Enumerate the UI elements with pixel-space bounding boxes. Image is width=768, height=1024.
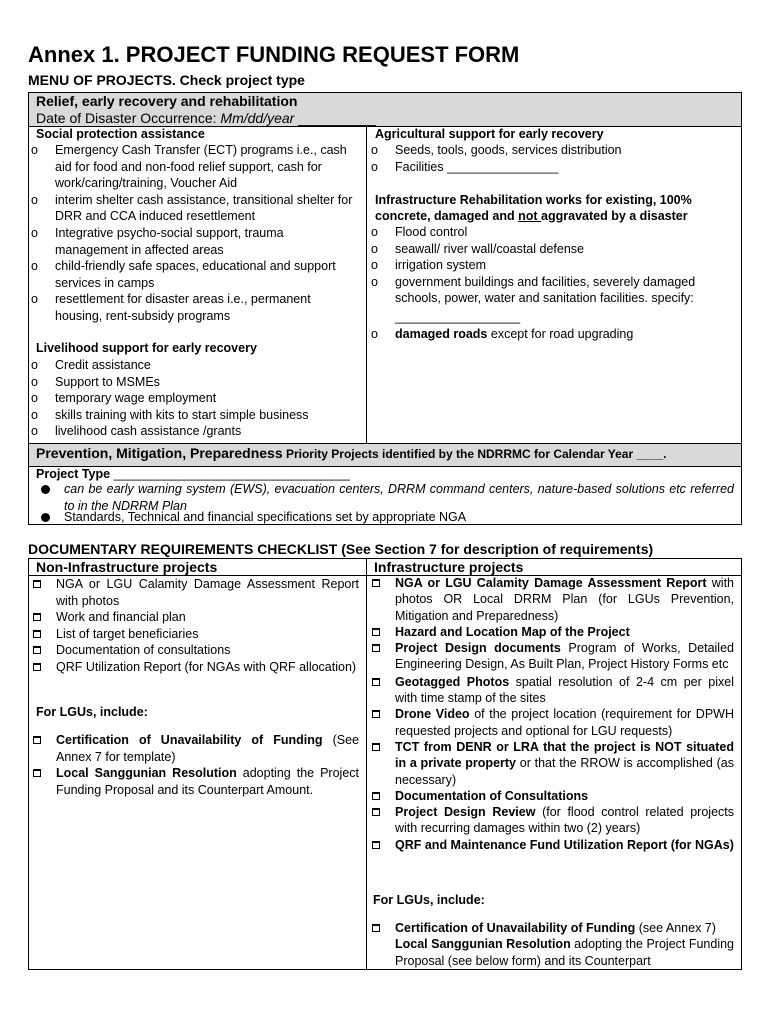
list-marker: o: [371, 274, 378, 289]
prevention-heading-small: Priority Projects identified by the NDRRMC for Calendar Year ____.: [282, 447, 667, 461]
disaster-date-blank: __________: [294, 110, 377, 126]
list-item[interactable]: o resettlement for disaster areas i.e., permanent housing, rent-subsidy programs: [31, 292, 311, 323]
list-item[interactable]: o Seeds, tools, goods, services distribution: [371, 143, 622, 157]
livelihood-list: [29, 357, 359, 440]
checkbox-icon[interactable]: [372, 841, 380, 849]
checkbox-icon[interactable]: [33, 736, 41, 744]
list-item[interactable]: o damaged roads except for road upgrading: [371, 327, 634, 341]
checklist-item[interactable]: QRF Utilization Report (for NGAs with QRF allocation): [30, 659, 359, 676]
list-marker: o: [31, 292, 38, 307]
checkbox-icon[interactable]: [372, 678, 380, 686]
checklist-item[interactable]: Certification of Unavailability of Funding (See Annex 7 for template): [30, 732, 359, 765]
checklist-item[interactable]: NGA or LGU Calamity Damage Assessment Report with photos: [30, 576, 359, 609]
checkbox-icon[interactable]: [33, 580, 41, 588]
checkbox-icon[interactable]: [372, 924, 380, 932]
project-type-blank[interactable]: __________________________________: [110, 467, 350, 481]
non-infra-lgu-label: For LGUs, include:: [36, 705, 148, 719]
list-item[interactable]: o skills training with kits to start simple business: [31, 407, 309, 422]
checklist-item[interactable]: Work and financial plan: [30, 609, 359, 626]
menu-subtitle: MENU OF PROJECTS. Check project type: [28, 72, 305, 88]
infra-rehab-list: [369, 224, 709, 307]
list-marker: o: [31, 259, 38, 274]
checklist-item[interactable]: Drone Video of the project location (requirement for DPWH requested projects and optional for LGU requests): [369, 706, 734, 739]
checkbox-icon[interactable]: [372, 710, 380, 718]
checkbox-icon[interactable]: [372, 743, 380, 751]
disaster-date-label: Date of Disaster Occurrence:: [36, 110, 221, 126]
checklist-item[interactable]: TCT from DENR or LRA that the project is NOT situated in a private property or that the RROW is accomplished (as necessary): [369, 739, 734, 788]
disaster-date-value: Mm/dd/year: [220, 110, 295, 126]
social-protection-title: Social protection assistance: [36, 127, 205, 141]
agri-support-list: [369, 142, 735, 175]
social-protection-list: [29, 142, 359, 325]
infra-heading: Infrastructure projects: [374, 559, 524, 575]
infra-rehab-title-line2: concrete, damaged and not aggravated by a disaster: [375, 209, 688, 223]
checkbox-icon[interactable]: [33, 613, 41, 621]
checklist-item[interactable]: List of target beneficiaries: [30, 626, 359, 643]
disaster-date-line: [36, 110, 376, 127]
checklist-item[interactable]: Hazard and Location Map of the Project: [369, 624, 734, 640]
checkbox-icon[interactable]: [372, 628, 380, 636]
relief-heading: Relief, early recovery and rehabilitation: [36, 93, 298, 109]
infra-rehab-title-line1: Infrastructure Rehabilitation works for existing, 100%: [375, 193, 692, 207]
list-marker: o: [371, 241, 378, 256]
non-infra-lgu-checklist: [30, 732, 359, 798]
list-marker: o: [371, 143, 378, 157]
infra-lgu-checklist: [369, 920, 734, 969]
list-item[interactable]: o temporary wage employment: [31, 391, 217, 406]
list-marker: o: [31, 358, 38, 372]
list-item[interactable]: o irrigation system: [371, 258, 486, 273]
checklist-item[interactable]: NGA or LGU Calamity Damage Assessment Report with photos OR Local DRRM Plan (for LGUs Prevention, Mitigation and Preparedness): [369, 575, 734, 624]
checkbox-icon[interactable]: [372, 579, 380, 587]
bullet-dot-icon: [41, 513, 50, 522]
list-item[interactable]: o child-friendly safe spaces, educational and support services in camps: [31, 259, 336, 290]
list-item[interactable]: o Support to MSMEs: [31, 374, 160, 389]
list-marker: o: [371, 258, 378, 273]
checklist-item[interactable]: Geotagged Photos spatial resolution of 2-4 cm per pixel with time stamp of the sites: [369, 674, 734, 707]
checkbox-icon[interactable]: [33, 769, 41, 777]
list-item[interactable]: o seawall/ river wall/coastal defense: [371, 241, 584, 256]
list-item[interactable]: o government buildings and facilities, severely damaged schools, power, water and sanitation facilities. specify:: [371, 274, 696, 306]
list-item[interactable]: o Credit assistance: [31, 358, 151, 372]
list-item[interactable]: o Flood control: [371, 225, 468, 239]
checklist-column-divider: [366, 558, 367, 970]
checkbox-icon[interactable]: [372, 644, 380, 652]
checklist-item[interactable]: Project Design documents Program of Works, Detailed Engineering Design, As Built Plan, Project History Forms etc: [369, 640, 734, 673]
list-marker: o: [31, 391, 38, 406]
list-marker: o: [371, 327, 378, 341]
checklist-item[interactable]: Documentation of consultations: [30, 642, 359, 659]
checkbox-icon[interactable]: [372, 792, 380, 800]
relief-column-divider: [366, 126, 367, 444]
prevention-heading: Prevention, Mitigation, Preparedness: [36, 445, 283, 461]
checklist-item[interactable]: Certification of Unavailability of Funding (see Annex 7): [369, 920, 734, 936]
checklist-item[interactable]: Project Design Review (for flood control related projects with recurring damages within two (2) years): [369, 804, 734, 837]
bullet-dot-icon: [41, 485, 50, 494]
specify-blank[interactable]: __________________: [395, 310, 521, 324]
checkbox-icon[interactable]: [372, 808, 380, 816]
checklist-item[interactable]: Local Sanggunian Resolution adopting the Project Funding Proposal and its Counterpart Amount.: [30, 765, 359, 798]
checkbox-icon[interactable]: [33, 630, 41, 638]
damaged-roads-list: [369, 326, 735, 343]
checkbox-icon[interactable]: [33, 646, 41, 654]
list-marker: o: [31, 374, 38, 389]
infra-lgu-label: For LGUs, include:: [373, 893, 485, 907]
list-marker: o: [31, 143, 38, 157]
list-marker: o: [31, 192, 38, 207]
list-item[interactable]: o Integrative psycho-social support, trauma management in affected areas: [31, 225, 284, 257]
agri-support-title: Agricultural support for early recovery: [375, 127, 604, 141]
non-infra-checklist: [30, 576, 359, 676]
list-marker: o: [371, 159, 378, 174]
list-item[interactable]: o interim shelter cash assistance, transitional shelter for DRR and CCA induced resettlement: [31, 192, 353, 224]
list-marker: o: [31, 424, 38, 439]
list-marker: o: [31, 407, 38, 422]
list-item[interactable]: o Facilities ________________: [371, 159, 559, 174]
list-marker: o: [371, 225, 378, 239]
lgu-resolution-item: Local Sanggunian Resolution adopting the Project Funding Proposal (see below form) and its Counterpart: [395, 937, 735, 968]
prevention-bullet-1: can be early warning system (EWS), evacuation centers, DRRM command centers, nature-based solutions etc referred to in the NDRRM Plan: [40, 481, 734, 514]
project-type-label: Project Type: [36, 467, 111, 481]
checklist-item[interactable]: Documentation of Consultations: [369, 788, 734, 804]
checklist-item[interactable]: QRF and Maintenance Fund Utilization Report (for NGAs): [369, 837, 734, 853]
infra-checklist: [369, 575, 734, 853]
prevention-heading-line: [36, 445, 667, 463]
prevention-bullet-2: Standards, Technical and financial specifications set by appropriate NGA: [40, 509, 466, 526]
list-marker: o: [31, 225, 38, 240]
list-item[interactable]: o livelihood cash assistance /grants: [31, 424, 242, 439]
checklist-heading: DOCUMENTARY REQUIREMENTS CHECKLIST (See Section 7 for description of requirements): [28, 541, 654, 557]
livelihood-title: Livelihood support for early recovery: [36, 341, 257, 355]
non-infra-heading: Non-Infrastructure projects: [36, 559, 218, 575]
list-item[interactable]: o Emergency Cash Transfer (ECT) programs i.e., cash aid for food and non-food relief support, cash for work/caring/training, Voucher Aid: [31, 143, 347, 191]
checkbox-icon[interactable]: [33, 663, 41, 671]
page-title: Annex 1. PROJECT FUNDING REQUEST FORM: [28, 42, 520, 67]
